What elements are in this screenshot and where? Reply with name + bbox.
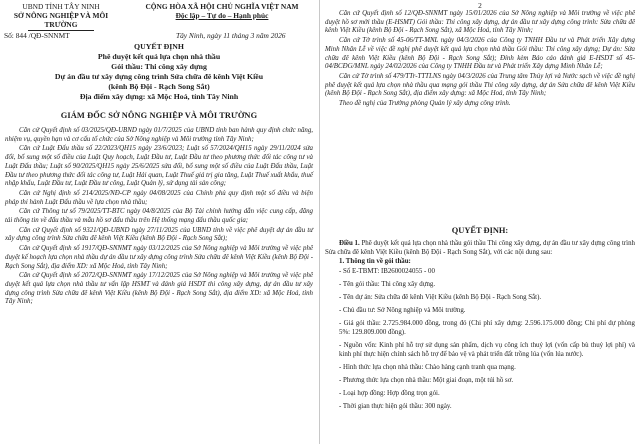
article-1-paragraph [325, 240, 635, 257]
section-1-heading [325, 258, 635, 267]
place-and-date: Tây Ninh, ngày 11 tháng 3 năm 2026 [176, 31, 286, 40]
basis-paragraph: Căn cứ Nghị định số 214/2025/NĐ-CP ngày 04/08/2025 của Chính phủ quy định một số điều và biện pháp thi hành Luật Đấu thầu về lựa chọn nhà thầu; [5, 189, 313, 206]
package-info-item: - Phương thức lựa chọn nhà thầu: Một giai đoạn, một túi hồ sơ. [339, 376, 514, 384]
basis-paragraph: Căn cứ Quyết định số 2072/QĐ-SNNMT ngày 17/12/2025 của Sở Nông nghiệp và Môi trường về việc phê duyệt kết quả lựa chọn nhà thầu tư vấn lập HSMT và đánh giá HSDT thi công xây dựng, dự án đầu tư xây dựng công trình Sửa chữa đê kênh Việt Kiều (kênh Bộ Đội - Rạch Song Sắt), địa điểm XD: xã Mộc Hoá, tỉnh Tây Ninh; [5, 272, 313, 306]
basis-paragraph: Căn cứ Quyết định số 9321/QĐ-UBND ngày 27/11/2025 của UBND tỉnh về việc phê duyệt dự án đầu tư xây dựng công trình Sửa chữa đê kênh Việt Kiều (kênh Bộ Đội - Rạch Song Sắt); [5, 226, 313, 243]
title-line-3: Dự án đầu tư xây dựng công trình Sửa chữa đê kênh Việt Kiều [54, 72, 264, 81]
package-info-item: - Loại hợp đồng: Hợp đồng trọn gói. [339, 389, 440, 397]
page-divider [319, 0, 320, 444]
document-page-1 [2, 0, 316, 444]
package-info-item: - Tên gói thầu: Thi công xây dựng. [339, 281, 436, 289]
decide-heading: QUYẾT ĐỊNH: [451, 226, 509, 235]
section-1-heading-text: 1. Thông tin về gói thầu: [339, 258, 411, 266]
basis-paragraph: Căn cứ Tờ trình số 45-06/TT-MNL ngày 04/3/2026 của Công ty TNHH Đầu tư và Phát triển Xây dựng Minh Nhân Lễ về việc đề nghị phê duyệt kết quả lựa chọn nhà thầu Gói thầu: Thi công xây dựng; Dự án: Sửa chữa đê kênh Việt Kiều (kênh Bộ Đội - Rạch Song Sắt); Đính kèm Báo cáo đánh giá E-HSDT số 45-04/BCĐG/MNL ngày 24/02/2026 của Công ty TNHH Đầu tư và Phát triển Xây dựng Minh Nhân Lễ; [325, 37, 635, 71]
department-name: SỞ NÔNG NGHIỆP VÀ MÔI TRƯỜNG [13, 11, 109, 29]
committee-name: UBND TỈNH TÂY NINH [22, 2, 100, 11]
proposal-paragraph: Theo đề nghị của Trưởng phòng Quản lý xây dựng công trình. [339, 100, 511, 108]
basis-paragraph: Căn cứ Luật Đấu thầu số 22/2023/QH15 ngày 23/6/2023; Luật số 57/2024/QH15 ngày 29/11/2024 sửa đổi, bổ sung một số điều của Luật Quy hoạch, Luật Đầu tư, Luật Đầu tư theo phương thức đối tác công tư và Luật Đấu thầu; Luật số 90/2025/QH15 ngày 25/6/2025 sửa đổi, bổ sung một số điều của Luật Đấu thầu, Luật Đầu tư theo phương thức đối tác công tư, Luật Hải quan, Luật Thuế giá trị gia tăng, Luật Thuế xuất khẩu, thuế nhập khẩu, Luật Đầu tư, Luật Đầu tư công, Luật Quản lý, sử dụng tài sản công; [5, 145, 313, 188]
basis-paragraph: Căn cứ Quyết định số 1917/QĐ-SNNMT ngày 03/12/2025 của Sở Nông nghiệp và Môi trường về việc phê duyệt kế hoạch lựa chọn nhà thầu dự án đầu tư xây dựng công trình Sửa chữa đê kênh Việt Kiều (kênh Bộ Đội - Rạch Song Sắt), địa điểm XD: xã Mộc Hoá, tỉnh Tây Ninh; [5, 245, 313, 270]
legal-basis-list-continued [325, 10, 635, 110]
page-number: 2 [478, 1, 482, 10]
package-info-item: - Chủ đầu tư: Sở Nông nghiệp và Môi trường. [339, 307, 466, 315]
article-1-text: Phê duyệt kết quả lựa chọn nhà thầu gói thầu Thi công xây dựng, dự án đầu tư xây dựng công trình Sửa chữa đê kênh Việt Kiều (kênh Bộ Đội - Rạch Song Sắt), với các nội dung sau: [325, 240, 635, 256]
document-number: Số: 844 /QĐ-SNNMT [4, 31, 70, 40]
article-1-label: Điều 1. [339, 240, 360, 247]
national-header-block [128, 2, 316, 20]
package-info-item: - Nguồn vốn: Kinh phí hỗ trợ sử dụng sản phẩm, dịch vụ công ích thuỷ lợi (vốn cấp bù thuỷ lợi phí) và kinh phí thực hiện chính sách hỗ trợ để bảo vệ và phát triển đất trồng lúa (vốn lúa nước). [339, 341, 635, 358]
title-line-4: (kênh Bộ Đội - Rạch Song Sắt) [108, 82, 210, 91]
basis-paragraph: Căn cứ Quyết định số 12/QĐ-SNNMT ngày 15/01/2026 của Sở Nông nghiệp và Môi trường về việc phê duyệt hồ sơ mời thầu (E-HSMT) Gói thầu: Thi công xây dựng, dự án đầu tư xây dựng công trình: Sửa chữa đê kênh Việt Kiều (kênh Bộ Đội - Rạch Song Sắt), xã Mộc Hoá, tỉnh Tây Ninh; [325, 10, 635, 35]
package-info-item: - Tên dự án: Sửa chữa đê kênh Việt Kiều (kênh Bộ Đội - Rạch Song Sắt). [339, 294, 542, 302]
basis-paragraph: Căn cứ Quyết định số 03/2025/QĐ-UBND ngày 01/7/2025 của UBND tỉnh ban hành quy định chức năng, nhiệm vụ, quyền hạn và cơ cấu tổ chức của Sở Nông nghiệp và Môi trường tỉnh Tây Ninh; [5, 127, 313, 143]
basis-paragraph: Căn cứ Tờ trình số 479/TTr-TTTLNS ngày 04/3/2026 của Trung tâm Thủy lợi và Nước sạch về việc đề nghị phê duyệt kết quả lựa chọn nhà thầu qua mạng gói thầu Thi công xây dựng, dự án Sửa chữa đê kênh Việt Kiều (kênh Bộ Đội - Rạch Song Sắt), địa điểm xây dựng: xã Mộc Hoá, tỉnh Tây Ninh; [325, 72, 635, 98]
director-heading: GIÁM ĐỐC SỞ NÔNG NGHIỆP VÀ MÔI TRƯỜNG [60, 111, 258, 120]
package-info-item: - Giá gói thầu: 2.725.984.000 đồng, trong đó (Chi phí xây dựng: 2.596.175.000 đồng; Chi phí dự phòng 5%: 129.809.000 đồng). [339, 320, 635, 336]
article-1 [325, 240, 635, 416]
package-info-item: - Số E-TBMT: IB2600024055 - 00 [339, 268, 435, 276]
package-info-item: - Thời gian thực hiện gói thầu: 300 ngày. [339, 402, 452, 410]
decision-title-block [2, 42, 316, 102]
title-line-5: Địa điểm xây dựng: xã Mộc Hoá, tỉnh Tây Ninh [79, 92, 239, 101]
decision-type: QUYẾT ĐỊNH [134, 42, 184, 51]
title-line-1: Phê duyệt kết quả lựa chọn nhà thầu [97, 52, 221, 61]
basis-paragraph: Căn cứ Thông tư số 79/2025/TT-BTC ngày 04/8/2025 của Bộ Tài chính hướng dẫn việc cung cấp, đăng tải thông tin về đấu thầu và mẫu hồ sơ đấu thầu trên Hệ thống mạng đấu thầu quốc gia; [5, 208, 313, 225]
country-name: CỘNG HÒA XÃ HỘI CHỦ NGHĨA VIỆT NAM [145, 2, 299, 11]
issuing-agency-block [2, 2, 120, 31]
package-info-item: - Hình thức lựa chọn nhà thầu: Chào hàng cạnh tranh qua mạng. [339, 363, 516, 371]
legal-basis-list [5, 127, 313, 308]
document-page-2 [323, 0, 637, 444]
title-line-2: Gói thầu: Thi công xây dựng [111, 62, 207, 71]
national-motto: Độc lập – Tự do – Hạnh phúc [175, 11, 269, 20]
